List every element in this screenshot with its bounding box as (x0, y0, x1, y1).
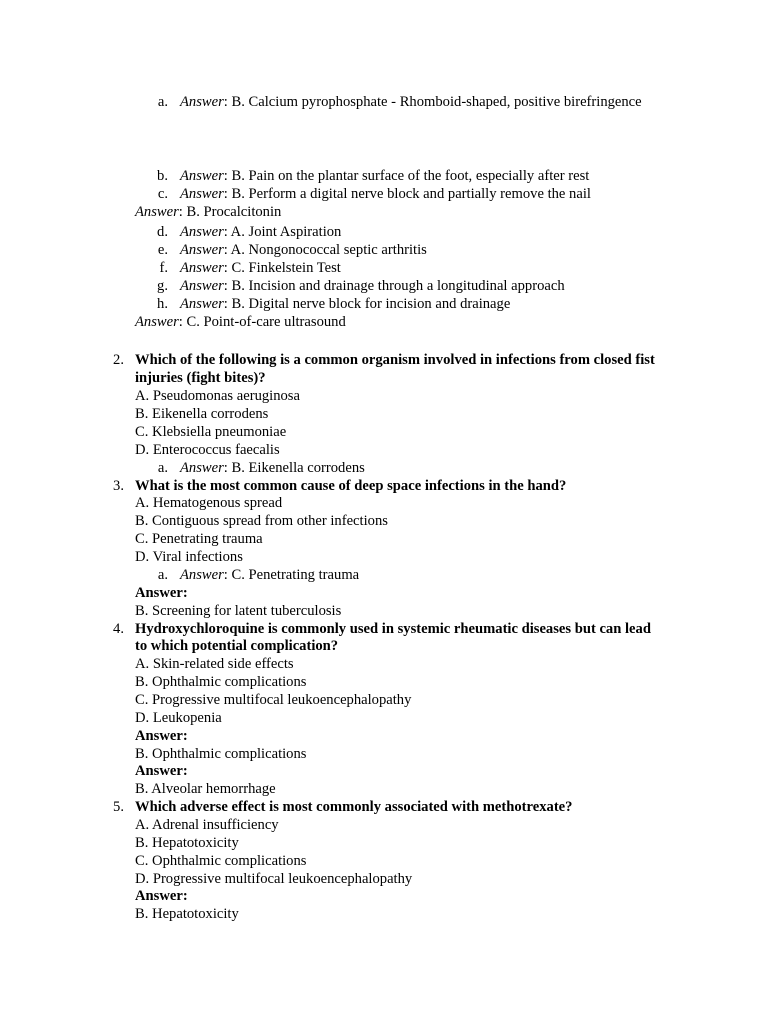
answer-label: Answer (180, 567, 224, 583)
option: B. Contiguous spread from other infections (135, 513, 388, 529)
option: D. Viral infections (135, 549, 243, 565)
question-number: 5. (113, 799, 124, 815)
answer-label: Answer (180, 186, 224, 202)
question-stem: injuries (fight bites)? (135, 370, 266, 386)
list-marker: b. (157, 168, 168, 184)
question-number: 3. (113, 478, 124, 494)
answer-text: : B. Incision and drainage through a longitudinal approach (223, 278, 565, 294)
question-stem: to which potential complication? (135, 638, 339, 654)
option: A. Skin-related side effects (135, 656, 294, 672)
answer-label: Answer (180, 242, 224, 258)
option: D. Progressive multifocal leukoencephalopathy (135, 871, 413, 887)
answer-label: Answer (180, 168, 224, 184)
answer-heading: Answer: (135, 763, 188, 779)
answer-text: B. Screening for latent tuberculosis (135, 603, 342, 619)
list-marker: a. (157, 460, 168, 476)
option: D. Enterococcus faecalis (135, 442, 280, 458)
answer-label: Answer (180, 224, 224, 240)
answer-text: : C. Finkelstein Test (223, 260, 341, 276)
question-number: 2. (113, 352, 124, 368)
answer-label: Answer (180, 94, 224, 110)
answer-text: : B. Pain on the plantar surface of the foot, especially after rest (223, 168, 590, 184)
loose-answer (135, 313, 346, 331)
option: C. Progressive multifocal leukoencephalopathy (135, 692, 412, 708)
answer-heading: Answer: (135, 728, 188, 744)
answer-label: Answer (180, 278, 224, 294)
list-marker: f. (159, 260, 168, 276)
list-marker: h. (157, 296, 168, 312)
list-marker: a. (157, 567, 168, 583)
loose-answer (135, 203, 281, 221)
option: B. Eikenella corrodens (135, 406, 269, 422)
option: A. Pseudomonas aeruginosa (135, 388, 300, 404)
question-stem: Which of the following is a common organism involved in infections from closed fist (135, 352, 655, 368)
answer-heading: Answer: (135, 888, 188, 904)
option: C. Ophthalmic complications (135, 853, 307, 869)
answer-label: Answer (180, 296, 224, 312)
list-marker: g. (157, 278, 168, 294)
option: B. Ophthalmic complications (135, 674, 307, 690)
option: C. Penetrating trauma (135, 531, 263, 547)
option: C. Klebsiella pneumoniae (135, 424, 287, 440)
answer-text: : B. Procalcitonin (178, 204, 282, 220)
option: A. Adrenal insufficiency (135, 817, 279, 833)
list-marker: d. (157, 224, 168, 240)
option: B. Hepatotoxicity (135, 835, 239, 851)
answer-text: : A. Joint Aspiration (223, 224, 342, 240)
answer-label: Answer (135, 204, 179, 220)
answer-text: : B. Eikenella corrodens (223, 460, 365, 476)
answer-text: B. Ophthalmic complications (135, 746, 307, 762)
answer-text: B. Hepatotoxicity (135, 906, 239, 922)
answer-text: : B. Perform a digital nerve block and partially remove the nail (223, 186, 591, 202)
list-marker: c. (157, 186, 168, 202)
question-number: 4. (113, 621, 124, 637)
answer-label: Answer (180, 460, 224, 476)
question-stem: Which adverse effect is most commonly associated with methotrexate? (135, 799, 573, 815)
list-marker: a. (157, 94, 168, 110)
answer-label: Answer (180, 260, 224, 276)
answer-text: : C. Penetrating trauma (223, 567, 360, 583)
option: D. Leukopenia (135, 710, 222, 726)
question-stem: Hydroxychloroquine is commonly used in systemic rheumatic diseases but can lead (135, 621, 651, 637)
answer-label: Answer (135, 314, 179, 330)
option: A. Hematogenous spread (135, 495, 283, 511)
answer-text: : B. Calcium pyrophosphate - Rhomboid-shaped, positive birefringence (223, 94, 642, 110)
answer-text: : B. Digital nerve block for incision and drainage (223, 296, 511, 312)
answer-text: : C. Point-of-care ultrasound (178, 314, 346, 330)
question-stem: What is the most common cause of deep space infections in the hand? (135, 478, 567, 494)
answer-heading: Answer: (135, 585, 188, 601)
answer-text: : A. Nongonococcal septic arthritis (223, 242, 427, 258)
answer-text: B. Alveolar hemorrhage (135, 781, 276, 797)
list-marker: e. (157, 242, 168, 258)
